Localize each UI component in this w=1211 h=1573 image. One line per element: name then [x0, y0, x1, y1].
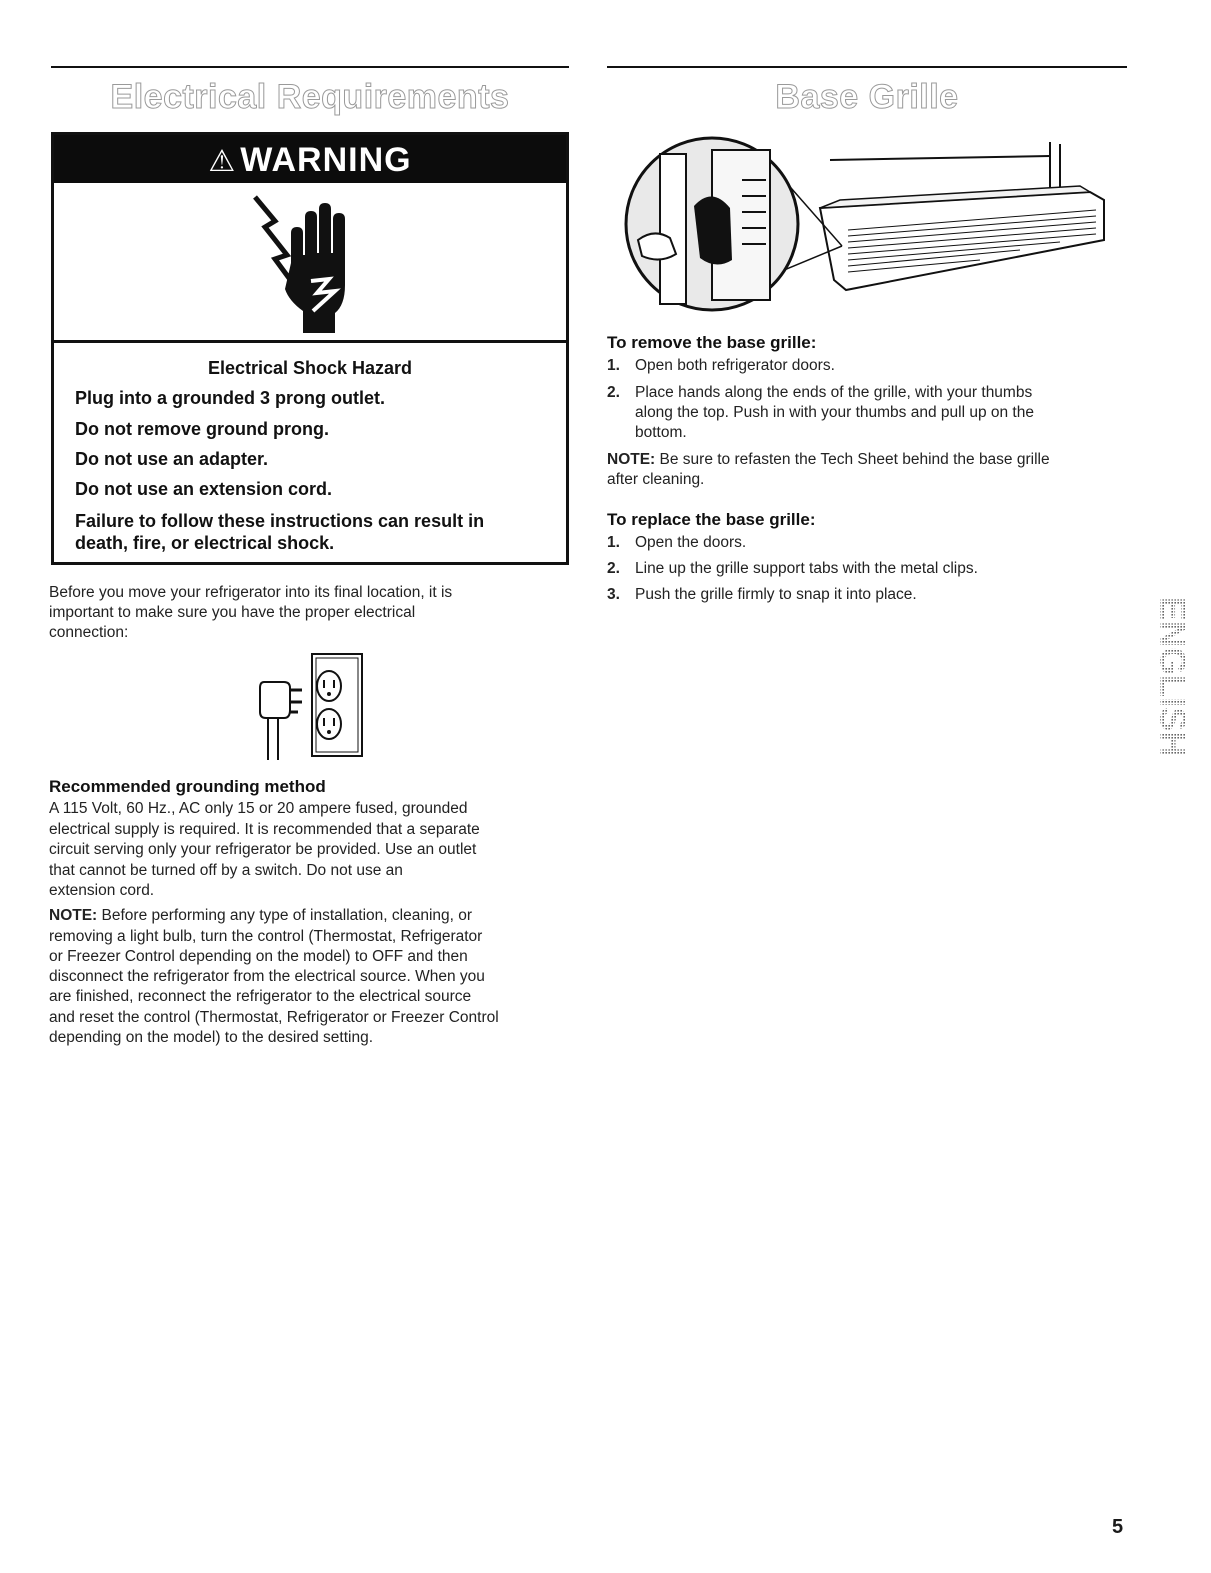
warning-triangle-icon: ⚠ — [208, 145, 237, 178]
replace-grille-heading: To replace the base grille: — [607, 510, 816, 529]
left-note-line: or Freezer Control depending on the model) to OFF and then — [49, 948, 468, 965]
step-text: Place hands along the ends of the grille, with your thumbs — [635, 384, 1033, 401]
warning-line: Plug into a grounded 3 prong outlet. — [75, 388, 385, 408]
step-text: Line up the grille support tabs with the metal clips. — [635, 560, 978, 577]
right-note-line: after cleaning. — [607, 471, 705, 488]
right-top-rule — [607, 66, 1127, 68]
hazard-title: Electrical Shock Hazard — [207, 358, 413, 378]
warning-line: Do not use an extension cord. — [75, 479, 333, 499]
left-note-first-line — [49, 906, 472, 927]
left-note-line: removing a light bulb, turn the control (Thermostat, Refrigerator — [49, 928, 483, 945]
base-grille-illustration — [620, 130, 1110, 310]
note-label: NOTE: — [49, 907, 98, 924]
electric-shock-hand-icon — [251, 193, 371, 338]
language-tab-label: ENGLISH — [1152, 596, 1194, 758]
electrical-requirements-title: Electrical Requirements — [110, 78, 510, 116]
grounded-plug-outlet-illustration — [254, 652, 366, 764]
step-text: Open both refrigerator doors. — [635, 357, 835, 374]
intro-line: important to make sure you have the proper electrical — [49, 604, 416, 621]
left-note-line: and reset the control (Thermostat, Refrigerator or Freezer Control — [49, 1009, 499, 1026]
warning-line: Do not use an adapter. — [75, 449, 269, 469]
warning-line: Do not remove ground prong. — [75, 419, 329, 439]
grounding-line: electrical supply is required. It is recommended that a separate — [49, 821, 480, 838]
warning-header — [54, 135, 566, 183]
left-top-rule — [51, 66, 569, 68]
step-number: 3. — [607, 586, 620, 603]
note-text: Before performing any type of installation, cleaning, or — [101, 907, 473, 924]
page-number: 5 — [1112, 1516, 1124, 1538]
left-note-line: are finished, reconnect the refrigerator to the electrical source — [49, 988, 472, 1005]
step-text: Push the grille firmly to snap it into place. — [635, 586, 917, 603]
note-text: Be sure to refasten the Tech Sheet behind the base grille — [659, 451, 1050, 468]
remove-step — [607, 383, 1127, 445]
step-number: 2. — [607, 384, 620, 401]
grounding-heading: Recommended grounding method — [49, 777, 326, 796]
grounding-line: extension cord. — [49, 882, 155, 899]
warning-box — [51, 132, 569, 565]
intro-line: Before you move your refrigerator into its final location, it is — [49, 584, 453, 601]
intro-line: connection: — [49, 624, 129, 641]
warning-divider — [54, 340, 566, 343]
warning-header-label: WARNING — [240, 141, 412, 179]
step-text: bottom. — [635, 424, 687, 441]
step-text: Open the doors. — [635, 534, 747, 551]
warning-failure-line: death, fire, or electrical shock. — [75, 533, 335, 553]
step-number: 2. — [607, 560, 620, 577]
remove-grille-heading: To remove the base grille: — [607, 333, 817, 352]
warning-failure-line: Failure to follow these instructions can result in — [75, 511, 485, 531]
note-label: NOTE: — [607, 451, 656, 468]
step-number: 1. — [607, 357, 620, 374]
right-note-first-line — [607, 450, 1050, 471]
step-text: along the top. Push in with your thumbs and pull up on the — [635, 404, 1034, 421]
grounding-line: A 115 Volt, 60 Hz., AC only 15 or 20 ampere fused, grounded — [49, 800, 468, 817]
left-note-line: disconnect the refrigerator from the electrical source. When you — [49, 968, 485, 985]
left-note-line: depending on the model) to the desired setting. — [49, 1029, 374, 1046]
step-number: 1. — [607, 534, 620, 551]
grounding-line: that cannot be turned off by a switch. Do not use an — [49, 862, 403, 879]
grounding-line: circuit serving only your refrigerator be provided. Use an outlet — [49, 841, 477, 858]
base-grille-title: Base Grille — [775, 78, 959, 116]
language-side-tab — [1152, 566, 1194, 788]
